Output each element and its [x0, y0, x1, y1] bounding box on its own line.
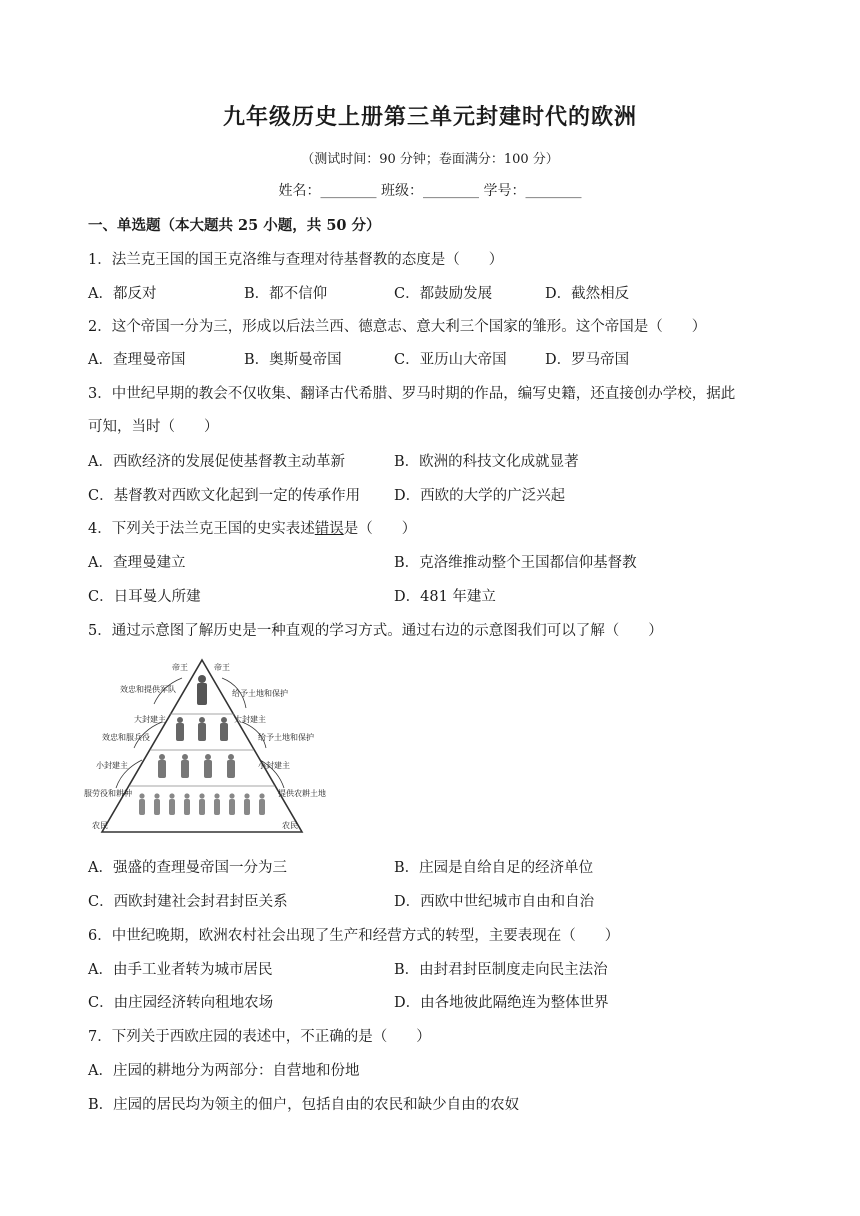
feudal-pyramid-diagram: [82, 656, 326, 838]
small-lord-figures: [158, 754, 235, 778]
question-stem: 2．这个帝国一分为三，形成以后法兰西、德意志、意大利三个国家的雏形。这个帝国是（ ）: [88, 319, 707, 335]
option-a: A．由手工业者转为城市居民: [88, 962, 273, 978]
option-b: B．庄园的居民均为领主的佃户，包括自由的农民和缺少自由的农奴: [88, 1097, 520, 1113]
label-peasant-left: 农民: [92, 821, 108, 830]
king-figure: [197, 675, 207, 705]
question-stem: 7．下列关于西欧庄园的表述中，不正确的是（ ）: [88, 1029, 431, 1045]
label-great-lord-left: 大封建主: [134, 715, 166, 724]
option-a: A．庄园的耕地分为两部分：自营地和份地: [88, 1063, 360, 1079]
question-stem-line1: 3．中世纪早期的教会不仅收集、翻译古代希腊、罗马时期的作品，编写史籍，还直接创办学校，据此: [88, 386, 736, 402]
option-a: A．查理曼建立: [88, 555, 186, 571]
label-give-land-2: 给予土地和保护: [258, 733, 314, 742]
option-d: D．截然相反: [545, 286, 630, 302]
option-c: C．亚历山大帝国: [394, 352, 507, 368]
page-title: 九年级历史上册第三单元封建时代的欧洲: [222, 104, 637, 130]
option-b: B．欧洲的科技文化成就显著: [394, 454, 579, 470]
option-d: D．由各地彼此隔绝连为整体世界: [394, 995, 609, 1011]
option-a: A．强盛的查理曼帝国一分为三: [88, 860, 287, 876]
option-b: B．都不信仰: [244, 286, 328, 302]
option-b: B．由封君封臣制度走向民主法治: [394, 962, 608, 978]
option-c: C．由庄园经济转向租地农场: [88, 995, 274, 1011]
option-c: C．都鼓励发展: [394, 286, 493, 302]
option-d: D．西欧的大学的广泛兴起: [394, 488, 566, 504]
question-stem: 6．中世纪晚期，欧洲农村社会出现了生产和经营方式的转型，主要表现在（ ）: [88, 928, 620, 944]
label-give-land-1: 给予土地和保护: [232, 689, 288, 698]
stem-post: 是（ ）: [343, 521, 417, 537]
label-peasant-right: 农民: [282, 821, 298, 830]
option-a: A．都反对: [88, 286, 157, 302]
option-d: D．罗马帝国: [545, 352, 630, 368]
peasant-figures: [139, 793, 265, 815]
option-d: D．481 年建立: [394, 589, 496, 605]
label-small-lord-left: 小封建主: [96, 761, 128, 770]
label-loyal-service: 效忠和服兵役: [102, 733, 150, 742]
option-b: B．奥斯曼帝国: [244, 352, 342, 368]
great-lord-figures: [176, 717, 228, 741]
label-small-lord-right: 小封建主: [258, 761, 290, 770]
pyramid-svg: [82, 656, 326, 838]
student-info: 姓名：________ 班级：________ 学号：________: [278, 183, 582, 199]
label-labor: 服劳役和耕种: [84, 789, 132, 798]
label-farmland: 提供农耕土地: [278, 789, 326, 798]
option-c: C．日耳曼人所建: [88, 589, 201, 605]
label-great-lord-right: 大封建主: [234, 715, 266, 724]
stem-pre: 4．下列关于法兰克王国的史实表述: [88, 521, 315, 537]
section-heading: 一、单选题（本大题共 25 小题，共 50 分）: [88, 217, 381, 234]
label-king-right: 帝王: [214, 663, 230, 672]
question-stem-line2: 可知，当时（ ）: [88, 419, 219, 435]
option-a: A．西欧经济的发展促使基督教主动革新: [88, 454, 345, 470]
option-c: C．基督教对西欧文化起到一定的传承作用: [88, 488, 361, 504]
option-b: B．庄园是自给自足的经济单位: [394, 860, 594, 876]
option-c: C．西欧封建社会封君封臣关系: [88, 894, 288, 910]
underlined-word: 错误: [314, 521, 344, 537]
question-stem: [88, 517, 416, 538]
label-king-left: 帝王: [172, 663, 188, 672]
question-stem: 5．通过示意图了解历史是一种直观的学习方式。通过右边的示意图我们可以了解（ ）: [88, 623, 663, 639]
option-d: D．西欧中世纪城市自由和自治: [394, 894, 595, 910]
question-stem: 1．法兰克王国的国王克洛维与查理对待基督教的态度是（ ）: [88, 252, 504, 268]
label-loyal-military: 效忠和提供军队: [120, 685, 176, 694]
exam-subtitle: （测试时间：90 分钟；卷面满分：100 分）: [301, 152, 559, 167]
option-b: B．克洛维推动整个王国都信仰基督教: [394, 555, 637, 571]
option-a: A．查理曼帝国: [88, 352, 186, 368]
